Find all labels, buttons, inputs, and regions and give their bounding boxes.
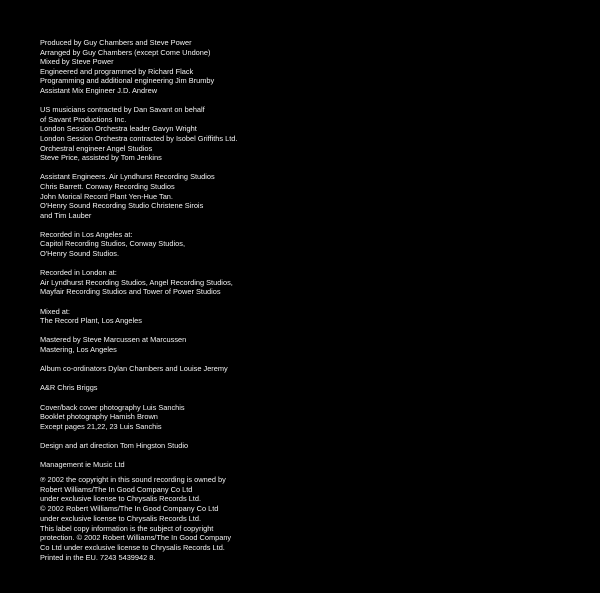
credit-line: Mastering, Los Angeles: [40, 345, 117, 354]
copyright-line: Printed in the EU. 7243 5439942 8.: [40, 552, 156, 562]
credit-line: Chris Barrett. Conway Recording Studios: [40, 181, 175, 191]
credit-line: London Session Orchestra contracted by Isobel Griffiths Ltd.: [40, 133, 238, 143]
credit-line: Mixed at:: [40, 306, 70, 316]
copyright-line: ℗ 2002 the copyright in this sound recording is owned by: [40, 475, 226, 484]
credit-line: Steve Price, assisted by Tom Jenkins: [40, 153, 162, 163]
assistant-engineers-credits: [40, 172, 560, 220]
copyright-notice: [40, 475, 560, 562]
mastering-credits: [40, 335, 560, 354]
copyright-line: This label copy information is the subject of copyright: [40, 523, 214, 533]
credit-line: Capitol Recording Studios, Conway Studios,: [40, 239, 186, 249]
credit-line: O'Henry Sound Recording Studio Christene Sirois: [40, 201, 204, 211]
recorded-la-credits: [40, 230, 560, 259]
production-credits: [40, 38, 560, 96]
credit-line: Mastered by Steve Marcussen at Marcussen: [40, 335, 187, 345]
copyright-line: protection. © 2002 Robert Williams/The In Good Company: [40, 533, 232, 543]
credit-line: Management ie Music Ltd: [40, 460, 125, 470]
credit-line: Assistant Mix Engineer J.D. Andrew: [40, 85, 158, 95]
credits-section: [40, 38, 560, 479]
credit-line: Air Lyndhurst Recording Studios, Angel Recording Studios,: [40, 277, 233, 287]
credit-line: A&R Chris Briggs: [40, 383, 98, 393]
credit-line: Design and art direction Tom Hingston Studio: [40, 440, 189, 450]
credit-line: O'Henry Sound Studios.: [40, 249, 120, 259]
management-credits: [40, 460, 560, 470]
copyright-line: © 2002 Robert Williams/The In Good Company Co Ltd: [40, 504, 219, 514]
credit-line: of Savant Productions Inc.: [40, 114, 127, 124]
credit-line: Produced by Guy Chambers and Steve Power: [40, 38, 192, 47]
credit-line: The Record Plant, Los Angeles: [40, 316, 142, 326]
mixed-at-credits: [40, 307, 560, 326]
credit-line: Arranged by Guy Chambers (except Come Undone): [40, 47, 211, 57]
credit-line: and Tim Lauber: [40, 210, 92, 220]
credit-line: Assistant Engineers. Air Lyndhurst Recording Studios: [40, 172, 215, 182]
credit-line: US musicians contracted by Dan Savant on behalf: [40, 105, 205, 115]
credit-line: Except pages 21,22, 23 Luis Sanchis: [40, 421, 162, 431]
coordinators-credits: [40, 364, 560, 374]
credit-line: Booklet photography Hamish Brown: [40, 412, 158, 422]
credit-line: London Session Orchestra leader Gavyn Wright: [40, 124, 197, 134]
credit-line: Programming and additional engineering Jim Brumby: [40, 76, 215, 86]
credit-line: Cover/back cover photography Luis Sanchis: [40, 402, 185, 412]
copyright-line: Robert Williams/The In Good Company Co Ltd: [40, 484, 193, 494]
photography-credits: [40, 403, 560, 432]
credit-line: Mixed by Steve Power: [40, 57, 114, 67]
copyright-line: under exclusive license to Chrysalis Records Ltd.: [40, 513, 202, 523]
credit-line: Engineered and programmed by Richard Flack: [40, 66, 194, 76]
musicians-credits: [40, 105, 560, 163]
copyright-line: Co Ltd under exclusive license to Chrysalis Records Ltd.: [40, 542, 225, 552]
credit-line: Orchestral engineer Angel Studios: [40, 143, 153, 153]
credit-line: Album co-ordinators Dylan Chambers and Louise Jeremy: [40, 364, 228, 374]
credit-line: Recorded in Los Angeles at:: [40, 229, 133, 239]
anr-credits: [40, 383, 560, 393]
credit-line: Recorded in London at:: [40, 268, 117, 278]
recorded-london-credits: [40, 268, 560, 297]
copyright-line: under exclusive license to Chrysalis Records Ltd.: [40, 494, 202, 504]
credit-line: John Morical Record Plant Yen-Hue Tan.: [40, 191, 173, 201]
design-credits: [40, 441, 560, 451]
credit-line: Mayfair Recording Studios and Tower of Power Studios: [40, 287, 221, 297]
